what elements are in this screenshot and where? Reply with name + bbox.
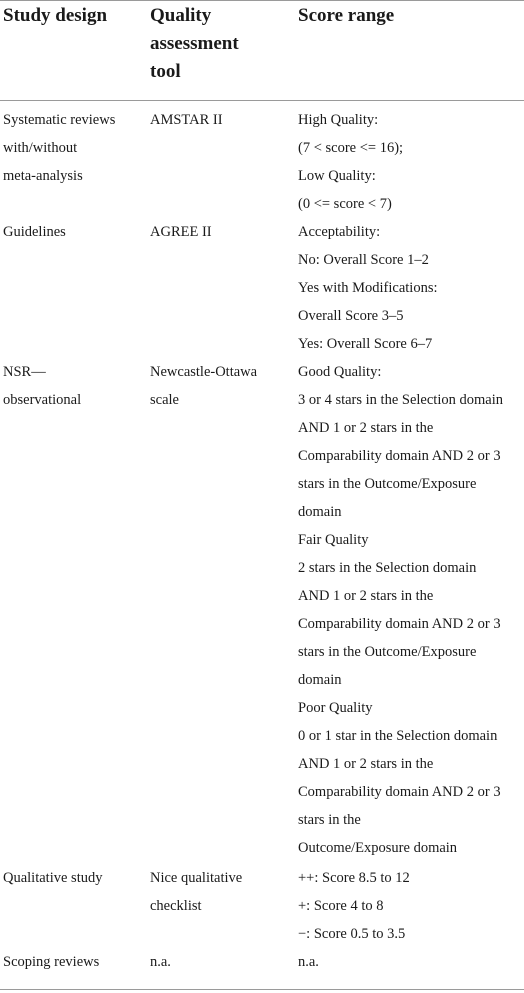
cell-tool: AMSTAR II [150, 112, 223, 128]
cell-study-design: Guidelines [3, 224, 66, 240]
cell-study-design: Systematic reviews with/without meta-analysis [3, 112, 116, 184]
cell-tool: AGREE II [150, 224, 212, 240]
header-study-design: Study design [3, 5, 108, 26]
header-bottom-rule [0, 100, 524, 101]
cell-tool: Nice qualitative checklist [150, 870, 243, 914]
cell-score-range: n.a. [298, 954, 319, 970]
cell-study-design: NSR— observational [3, 364, 82, 408]
cell-study-design: Scoping reviews [3, 954, 100, 970]
table-bottom-rule [0, 989, 524, 990]
cell-score-range: ++: Score 8.5 to 12 +: Score 4 to 8 −: Score 0.5 to 3.5 [298, 870, 410, 942]
cell-study-design: Qualitative study [3, 870, 103, 886]
cell-score-range: Good Quality: 3 or 4 stars in the Selection domain AND 1 or 2 stars in the Comparability domain AND 2 or 3 stars in the Outcome/Exposure domain Fair Quality 2 stars in the Selection domain AND 1 or 2 stars in the Comparability domain AND 2 or 3 stars in the Outcome/Exposure domain Poor Quality 0 or 1 star in the Selection domain AND 1 or 2 stars in the Comparability domain AND 2 or 3 stars in the Outcome/Exposure domain [298, 364, 503, 856]
cell-tool: Newcastle-Ottawa scale [150, 364, 258, 408]
table-top-rule [0, 0, 524, 1]
cell-score-range: High Quality: (7 < score <= 16); Low Quality: (0 <= score < 7) [298, 112, 404, 212]
cell-score-range: Acceptability: No: Overall Score 1–2 Yes with Modifications: Overall Score 3–5 Yes: Overall Score 6–7 [298, 224, 438, 352]
cell-tool: n.a. [150, 954, 171, 970]
header-score-range: Score range [298, 5, 395, 26]
header-quality-tool: Quality assessment tool [150, 5, 239, 82]
